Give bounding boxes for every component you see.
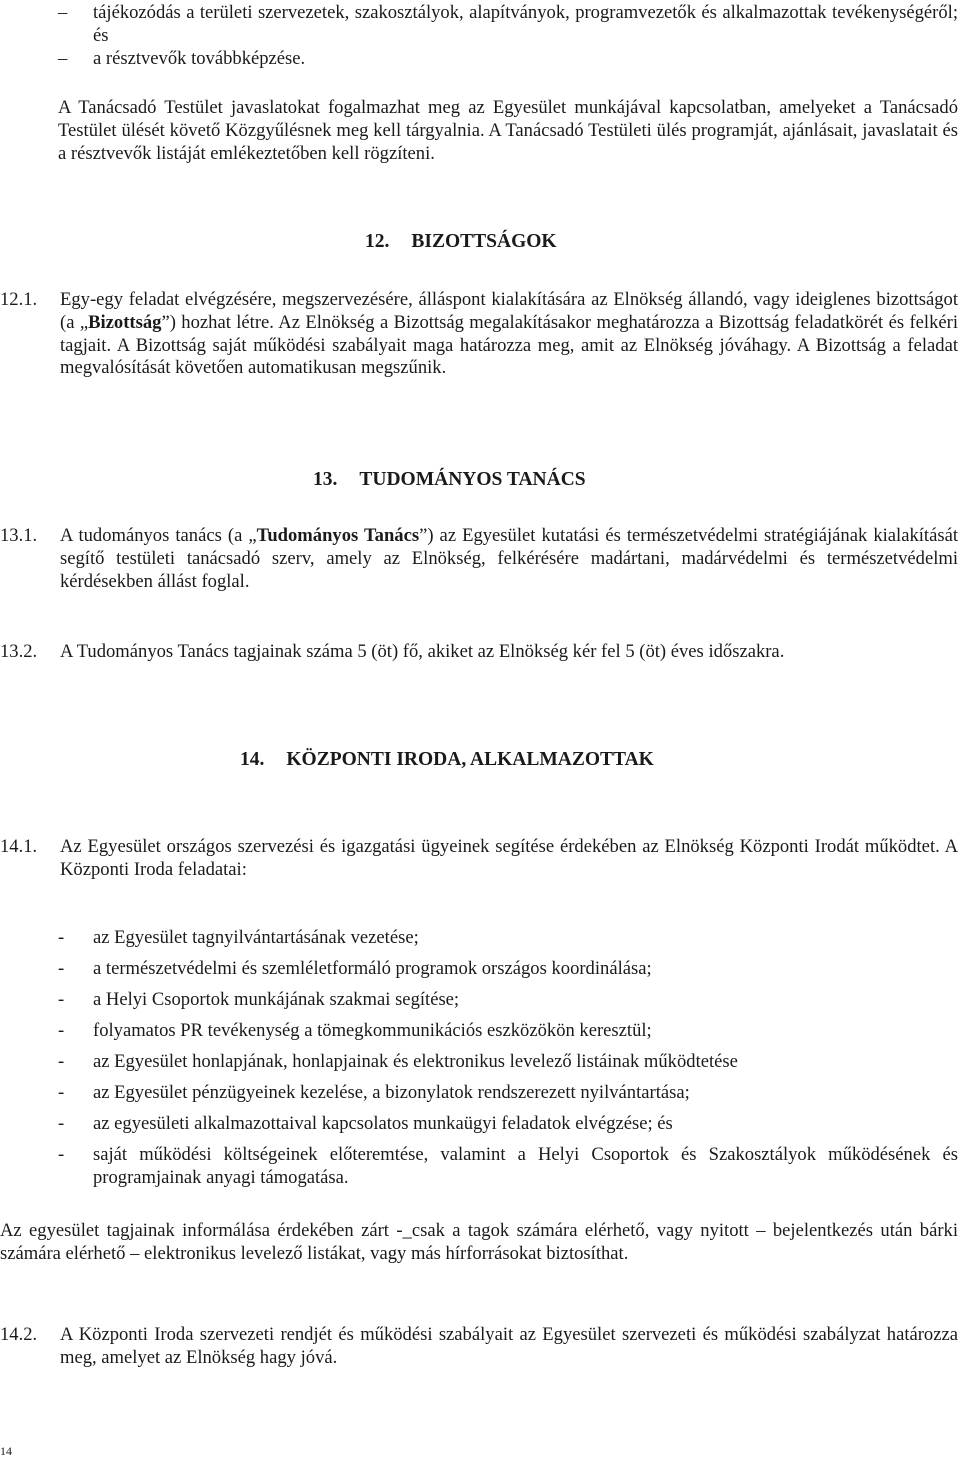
text-run: ”) hozhat létre. Az Elnökség a Bizottság megalakításakor meghatározza a Bizottság feladatkörét és felkéri tagjait. A Bizottság saját működési szabályait maga határozza meg, amit az Elnökség jóváhagy. A Bizottság a feladat megvalósítását követően automatikusan megszűnik. — [60, 311, 958, 379]
list-item — [58, 989, 958, 1012]
section-number: 14. — [240, 749, 265, 770]
list-dash: - — [58, 1020, 65, 1041]
paragraph-12-1 — [0, 289, 960, 380]
paragraph-body: Az Egyesület országos szervezési és igazgatási ügyeinek segítése érdekében az Elnökség Központi Irodát működtet. A Központi Iroda feladatai: — [60, 836, 958, 880]
section-13-heading — [313, 469, 913, 492]
list-dash: - — [58, 1113, 65, 1134]
list-item-text: a Helyi Csoportok munkájának szakmai segítése; — [93, 989, 460, 1010]
list-item — [58, 1020, 958, 1043]
list-dash: - — [58, 1082, 65, 1103]
text-run: A tudományos tanács (a „ — [60, 525, 257, 546]
list-dash: - — [58, 1144, 65, 1165]
paragraph-body: A Központi Iroda szervezeti rendjét és működési szabályait az Egyesület szervezeti és működési szabályzat határozza meg, amelyet az Elnökség hagy jóvá. — [60, 1324, 958, 1368]
list-item — [58, 1144, 958, 1190]
paragraph-number: 14.2. — [0, 1324, 38, 1345]
list-dash: - — [58, 958, 65, 979]
info-paragraph — [0, 1220, 960, 1266]
section-12-heading — [365, 231, 960, 254]
page-number: 14 — [0, 1444, 12, 1458]
paragraph-13-2 — [0, 641, 960, 664]
list-dash: – — [58, 2, 68, 23]
paragraph-14-1 — [0, 836, 960, 882]
section-title: TUDOMÁNYOS TANÁCS — [359, 469, 586, 490]
list-item — [58, 48, 958, 71]
text-run: ”) az Egyesület kutatási és természetvédelmi stratégiájának kialakítását segítő testületi tanácsadó szerv, amely az Elnökség, felkérésére madártani, madárvédelmi és természetvédelmi kérdésekben állást foglal. — [60, 525, 958, 592]
list-item-text: az Egyesület tagnyilvántartásának vezetése; — [93, 927, 419, 948]
text-run: Egy-egy feladat elvégzésére, megszervezésére, álláspont kialakítására az Elnökség állandó, vagy ideiglenes bizottságot (a „ — [60, 289, 958, 333]
paragraph-number: 13.1. — [0, 525, 38, 546]
paragraph-body — [60, 525, 958, 593]
list-item-text: az Egyesület pénzügyeinek kezelése, a bizonylatok rendszerezett nyilvántartása; — [93, 1082, 690, 1103]
section-14-heading — [240, 749, 840, 772]
paragraph-body — [60, 289, 958, 380]
paragraph-14-2 — [0, 1324, 960, 1370]
list-item-text: a természetvédelmi és szemléletformáló programok országos koordinálása; — [93, 958, 652, 979]
paragraph-number: 12.1. — [0, 289, 38, 310]
list-dash: - — [58, 927, 65, 948]
list-item — [58, 1082, 958, 1105]
intro-paragraph: A Tanácsadó Testület javaslatokat fogalmazhat meg az Egyesület munkájával kapcsolatban, amelyeket a Tanácsadó Testület ülését követő Közgyűlésnek meg kell tárgyalnia. A Tanácsadó Testületi ülés programját, ajánlásait, javaslatait és a résztvevők listáját emlékeztetőben kell rögzíteni. — [58, 97, 958, 164]
section-title: BIZOTTSÁGOK — [411, 231, 557, 252]
list-item-text: a résztvevők továbbképzése. — [93, 48, 306, 69]
section-number: 13. — [313, 469, 338, 490]
defined-term: Bizottság — [88, 311, 162, 333]
paragraph-13-1 — [0, 525, 960, 593]
paragraph-body: Az egyesület tagjainak informálása érdekében zárt -_csak a tagok számára elérhető, vagy nyitott – bejelentkezés után bárki számára elérhető – elektronikus levelező listákat, vagy más hírforrásokat biztosíthat. — [0, 1220, 958, 1264]
section-title: KÖZPONTI IRODA, ALKALMAZOTTAK — [286, 749, 654, 770]
list-item-text: saját működési költségeinek előteremtése, valamint a Helyi Csoportok és Szakosztályok működésének és programjainak anyagi támogatása. — [93, 1144, 958, 1188]
paragraph-body: A Tudományos Tanács tagjainak száma 5 (öt) fő, akiket az Elnökség kér fel 5 (öt) éves időszakra. — [60, 641, 785, 662]
list-item-text: az egyesületi alkalmazottaival kapcsolatos munkaügyi feladatok elvégzése; és — [93, 1113, 673, 1134]
list-dash: - — [58, 989, 65, 1010]
list-dash: – — [58, 48, 68, 69]
list-dash: - — [58, 1051, 65, 1072]
list-item — [58, 958, 958, 981]
list-item — [58, 1051, 958, 1074]
paragraph-number: 13.2. — [0, 641, 38, 662]
list-item-text: folyamatos PR tevékenység a tömegkommunikációs eszközökön keresztül; — [93, 1020, 652, 1041]
list-item — [58, 2, 958, 48]
list-item — [58, 927, 958, 950]
paragraph-number: 14.1. — [0, 836, 38, 857]
section-number: 12. — [365, 231, 390, 252]
list-item — [58, 1113, 958, 1136]
defined-term: Tudományos Tanács — [256, 525, 420, 546]
list-item-text: tájékozódás a területi szervezetek, szakosztályok, alapítványok, programvezetők és alkalmazottak tevékenységéről; és — [93, 2, 958, 46]
list-item-text: az Egyesület honlapjának, honlapjainak és elektronikus levelező listáinak működtetése — [93, 1051, 738, 1072]
